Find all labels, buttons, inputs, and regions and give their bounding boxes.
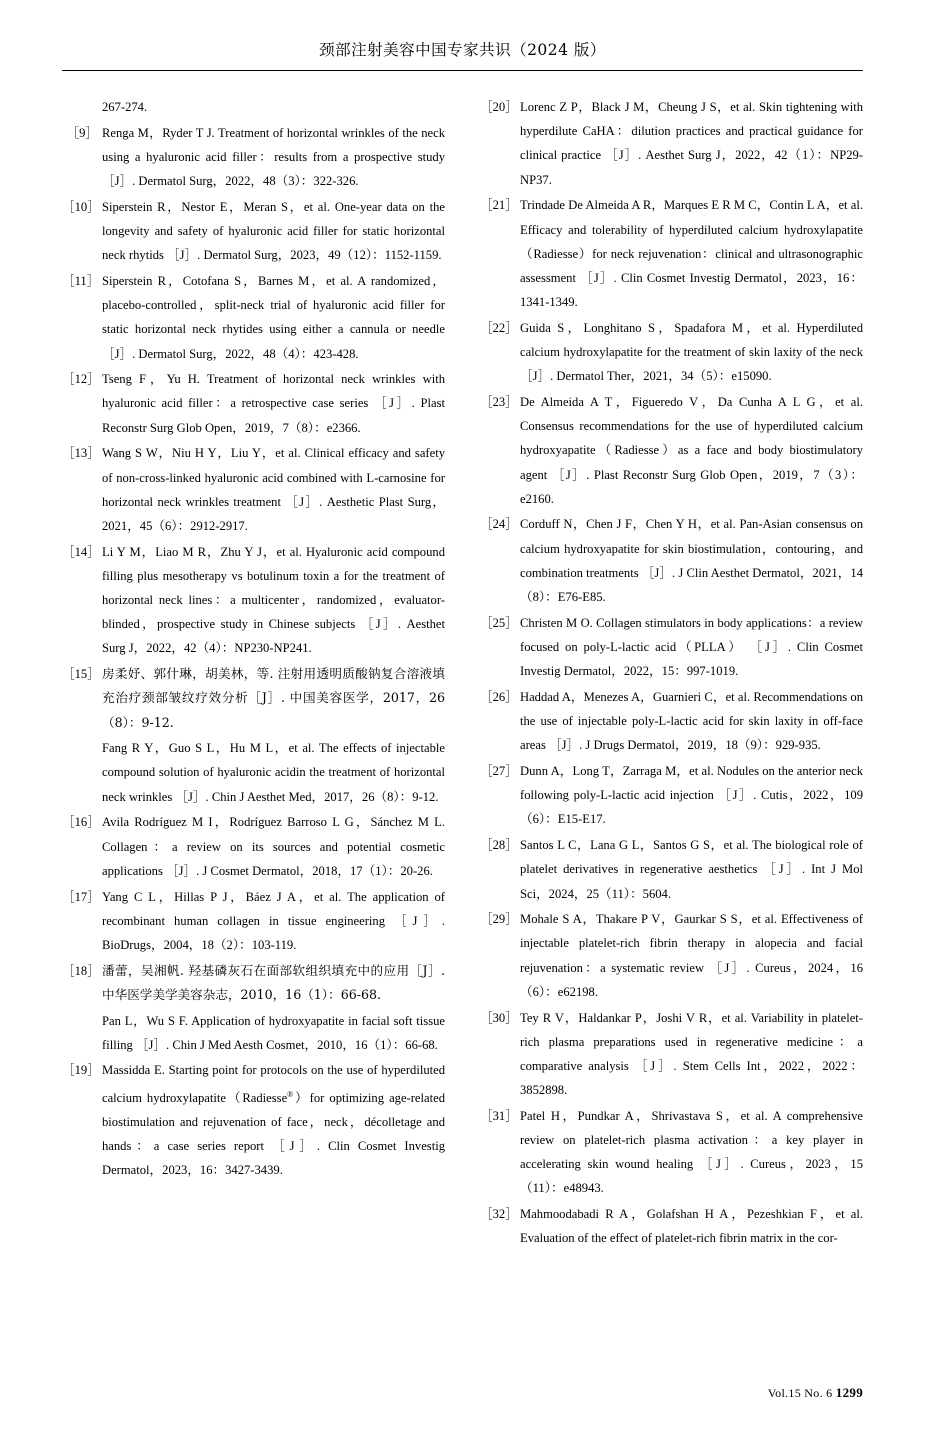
reference-entry [62,441,445,538]
ref-text: 潘蕾，吴湘帆. 羟基磷灰石在面部软组织填充中的应用［J］. 中华医学美学美容杂志，2010，16（1）：66-68. [102,962,445,1002]
ref-text: Li Y M，Liao M R，Zhu Y J，et al. Hyaluronic acid compound filling plus mesotherapy vs botulinum toxin a for the treatment of horizontal neck lines：a multicenter，randomized，evaluator-blinded，prospective study in Chinese subjects ［J］. Aesthet Surg J，2022，42（4）：NP230-NP241. [102,544,445,656]
reference-entry [62,540,445,661]
ref-text: Corduff N，Chen J F，Chen Y H，et al. Pan-Asian consensus on calcium hydroxyapatite for skin biostimulation，contouring，and combination treatments ［J］. J Clin Aesthet Dermatol，2021，14（8）：E76-E85. [520,517,863,605]
ref-text: 房柔妤、郭什琳，胡美林，等. 注射用透明质酸钠复合溶液填充治疗颈部皱纹疗效分析［J］. 中国美容医学，2017，26（8）：9-12. [102,666,445,730]
reference-entry [62,367,445,440]
footer-page-number: 1299 [835,1385,863,1400]
ref-number: ［18］ [62,963,100,978]
ref-number: ［9］ [66,125,98,140]
reference-entry [480,512,863,609]
ref-text: Mahmoodabadi R A，Golafshan H A，Pezeshkian F，et al. Evaluation of the effect of platelet-rich fibrin matrix in the cor- [520,1207,863,1246]
ref-number: ［26］ [480,689,518,704]
ref-number: ［25］ [480,615,518,630]
reference-entry [480,193,863,314]
page-footer [768,1385,863,1401]
ref-number: ［10］ [62,199,100,214]
right-column [480,95,863,1365]
ref-number: ［24］ [480,517,518,532]
ref-text: Mohale S A，Thakare P V，Gaurkar S S，et al. Effectiveness of injectable platelet-rich fibrin therapy in alopecia and facial rejuvenation：a systematic review ［J］. Cureus，2024，16（6）：e62198. [520,912,863,999]
ref-text: Haddad A，Menezes A，Guarnieri C，et al. Recommendations on the use of injectable poly-L-lactic acid for skin laxity in off-face areas ［J］. J Drugs Dermatol，2019，18（9）：929-935. [520,689,863,753]
ref-number: ［21］ [480,198,518,213]
ref-number: ［11］ [62,273,100,288]
reference-translation [62,736,445,809]
ref-number: ［12］ [62,372,100,387]
reference-entry [62,195,445,268]
ref-text: Yang C L，Hillas P J，Báez J A，et al. The application of recombinant human collagen in tissue engineering ［J］. BioDrugs，2004，18（2）：103-119. [102,889,445,952]
reference-entry [480,1006,863,1103]
ref-number: ［14］ [62,544,100,559]
header-divider [62,70,863,71]
reference-entry [480,611,863,684]
ref-number: ［16］ [62,815,100,830]
ref-text: Santos L C，Lana G L，Santos G S，et al. The biological role of platelet derivatives in regenerative aesthetics ［J］. Int J Mol Sci，2024，25（11）：5604. [520,838,863,901]
left-column [62,95,445,1365]
reference-entry [480,1202,863,1250]
ref-number: ［27］ [480,763,518,778]
reference-columns [62,95,863,1365]
page-header: 颈部注射美容中国专家共识（2024 版） [319,41,606,59]
ref-number: ［17］ [62,889,100,904]
reference-entry [480,316,863,389]
reference-entry [62,885,445,958]
reference-entry [480,833,863,906]
reference-entry [62,959,445,1007]
ref-text: Lorenc Z P，Black J M，Cheung J S，et al. Skin tightening with hyperdilute CaHA：dilution practices and practical guidance for clinical practice ［J］. Aesthet Surg J，2022，42（1）：NP29-NP37. [520,100,863,187]
footer-volume: Vol.15 No. 6 [767,1386,833,1400]
reference-entry [62,810,445,883]
ref-number: ［22］ [480,320,518,335]
ref-text: Tey R V，Haldankar P，Joshi V R，et al. Variability in platelet-rich plasma preparations used in regenerative medicine：a comparative analysis ［J］. Stem Cells Int，2022，2022：3852898. [520,1010,863,1098]
reference-entry [62,662,445,735]
reference-entry [480,759,863,832]
continuation-line [62,95,445,119]
ref-text: Patel H，Pundkar A，Shrivastava S，et al. A comprehensive review on platelet-rich plasma activation：a key player in accelerating skin wound healing ［J］. Cureus，2023，15（11）：e48943. [520,1108,863,1196]
ref-number: ［20］ [480,100,518,114]
ref-number: ［28］ [480,838,518,853]
ref-number: ［13］ [62,446,100,461]
ref-text: Tseng F，Yu H. Treatment of horizontal neck wrinkles with hyaluronic acid filler：a retrospective case series ［J］. Plast Reconstr Surg Glob Open，2019，7（8）：e2366. [102,372,445,435]
ref-number: ［15］ [62,667,100,682]
ref-number: ［30］ [480,1010,518,1025]
ref-number: ［23］ [480,394,518,409]
ref-text: Trindade De Almeida A R，Marques E R M C，Contin L A，et al. Efficacy and tolerability of hyperdiluted calcium hydroxylapatite（Radiesse）for neck rejuvenation：clinical and ultrasonographic assessment ［J］. Clin Cosmet Investig Dermatol，2023，16：1341-1349. [520,198,863,310]
reference-entry [480,95,863,192]
ref-text: Siperstein R，Nestor E，Meran S，et al. One-year data on the longevity and safety of hyaluronic acid filler for static horizontal neck rhytids ［J］. Dermatol Surg，2023，49（12）：1152-1159. [102,199,445,263]
ref-text: Guida S，Longhitano S，Spadafora M，et al. Hyperdiluted calcium hydroxylapatite for the treatment of skin laxity of the neck ［J］. Dermatol Ther，2021，34（5）：e15090. [520,320,863,384]
reference-entry [62,1058,445,1182]
ref-translation-text: Pan L，Wu S F. Application of hydroxyapatite in facial soft tissue filling ［J］. Chin J Med Aesth Cosmet，2010，16（1）：66-68. [102,1013,445,1052]
ref-number: ［19］ [62,1063,100,1078]
ref-text: Avila Rodríguez M I，Rodríguez Barroso L G，Sánchez M L. Collagen：a review on its sources and potential cosmetic applications ［J］. J Cosmet Dermatol，2018，17（1）：20-26. [102,815,445,878]
reference-entry [480,390,863,511]
ref-text: Siperstein R，Cotofana S，Barnes M，et al. A randomized，placebo-controlled，split-neck trial of hyaluronic acid filler for static horizontal neck rhytides using either a cannula or needle ［J］. Dermatol Surg，2022，48（4）：423-428. [102,273,445,361]
ref-text: De Almeida A T，Figueredo V，Da Cunha A L G，et al. Consensus recommendations for the use of hyperdiluted calcium hydroxyapatite（Radiesse）as a face and body biostimulatory agent ［J］. Plast Reconstr Surg Glob Open，2019，7（3）：e2160. [520,394,863,506]
reference-entry [62,121,445,194]
ref-text: Dunn A，Long T，Zarraga M，et al. Nodules on the anterior neck following poly-L-lactic acid injection ［J］. Cutis，2022，109（6）：E15-E17. [520,763,863,827]
reference-entry [480,1104,863,1201]
ref-text: Renga M，Ryder T J. Treatment of horizontal wrinkles of the neck using a hyaluronic acid filler：results from a prospective study ［J］. Dermatol Surg，2022，48（3）：322-326. [102,125,445,189]
reference-entry [480,907,863,1004]
reference-entry [480,685,863,758]
reference-entry [62,269,445,366]
ref-text: Christen M O. Collagen stimulators in body applications：a review focused on poly-L-lactic acid（PLLA） ［J］. Clin Cosmet Investig Dermatol，2022，15：997-1019. [520,615,863,679]
ref-number: ［32］ [480,1207,518,1222]
ref-number: ［29］ [480,912,518,927]
ref-text: Wang S W，Niu H Y，Liu Y，et al. Clinical efficacy and safety of non-cross-linked hyaluronic acid combined with L-carnosine for horizontal neck wrinkles treatment ［J］. Aesthetic Plast Surg，2021，45（6）：2912-2917. [102,446,445,533]
ref-number: ［31］ [480,1108,518,1123]
ref-text: 267-274. [102,100,148,114]
ref-translation-text: Fang R Y，Guo S L，Hu M L，et al. The effects of injectable compound solution of hyaluronic acidin the treatment of horizontal neck wrinkles ［J］. Chin J Aesthet Med，2017，26（8）：9-12. [102,741,445,804]
reference-translation [62,1009,445,1057]
ref-text: Massidda E. Starting point for protocols on the use of hyperdiluted calcium hydroxylapatite（Radiesse®）for optimizing age-related biostimulation and rejuvenation of face，neck，décolletage and hands：a case series report ［J］. Clin Cosmet Investig Dermatol，2023，16：3427-3439. [102,1063,446,1178]
